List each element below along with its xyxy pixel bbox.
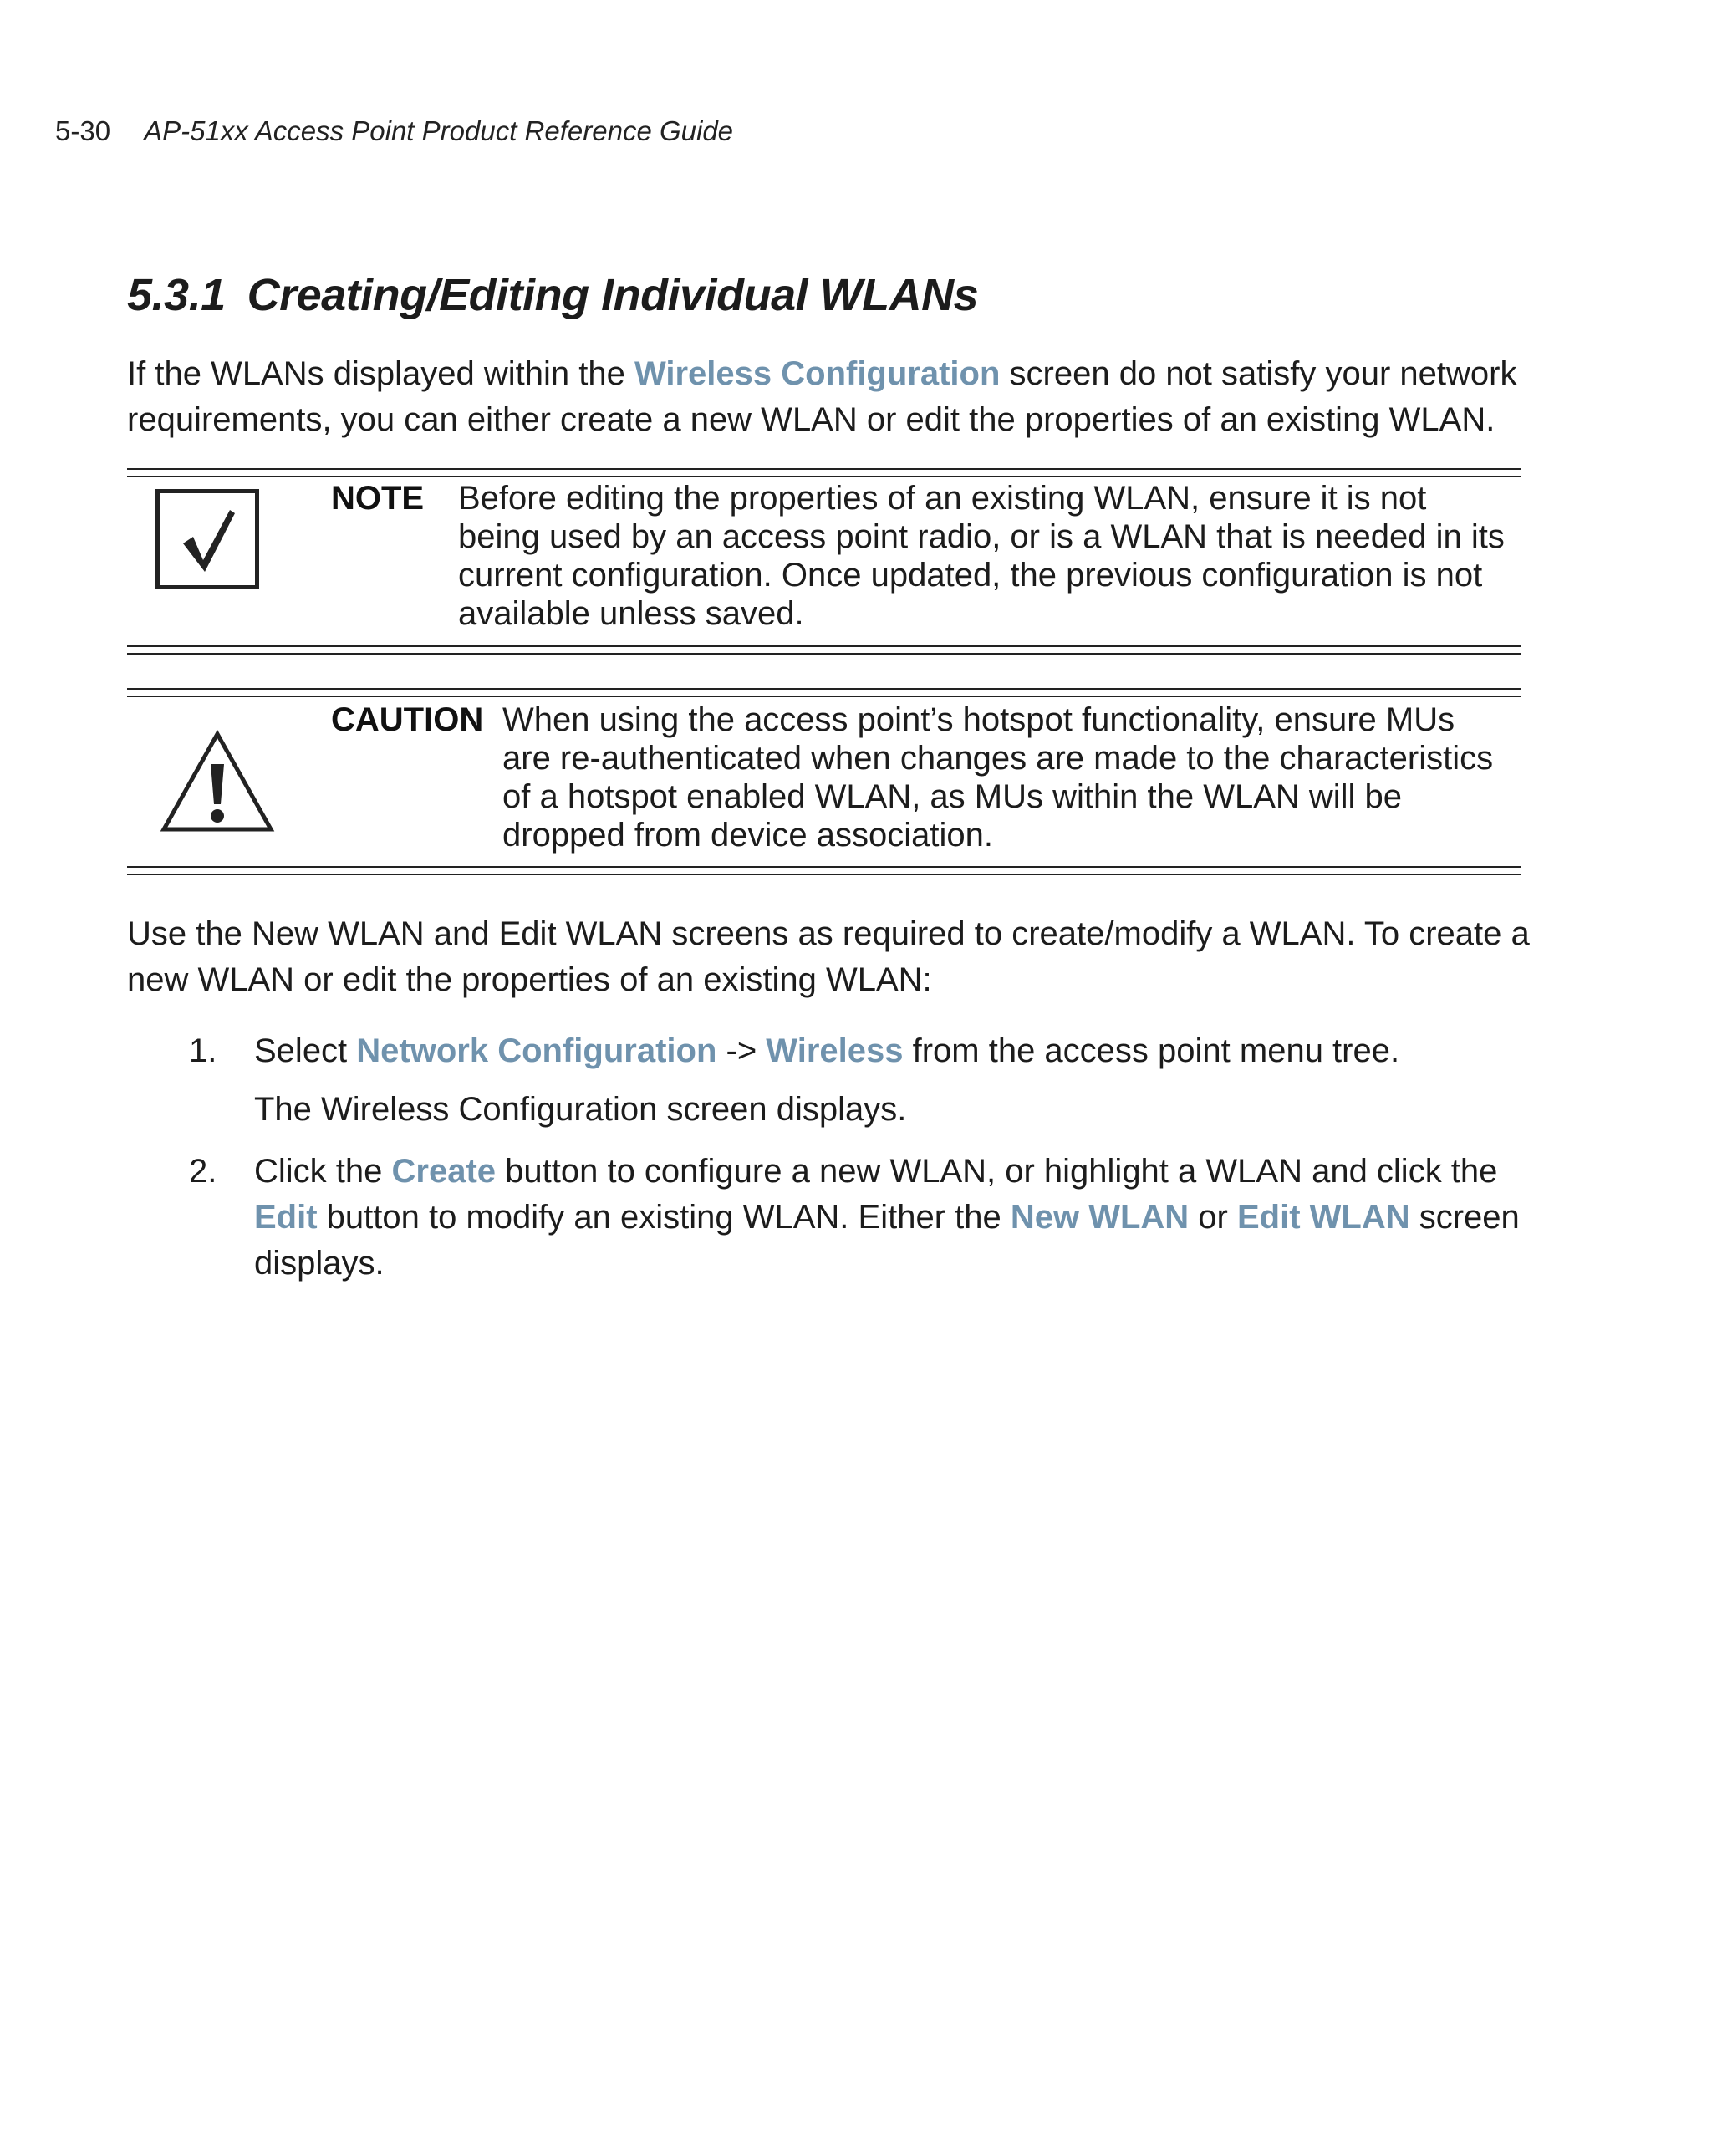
step-1-result: The Wireless Configuration screen displays.: [254, 1091, 907, 1128]
check-mark-glyph: [160, 493, 255, 585]
guide-title: AP-51xx Access Point Product Reference Guide: [144, 115, 734, 146]
network-configuration-link[interactable]: Network Configuration: [356, 1032, 717, 1069]
caution-bottom-rule-2: [127, 874, 1521, 875]
caution-top-rule-2: [127, 696, 1521, 697]
running-header: [55, 117, 733, 145]
step-body: [254, 1028, 1533, 1074]
intro-paragraph: [127, 351, 1531, 443]
intro-text-1: If the WLANs displayed within the: [127, 355, 634, 392]
step-text: screen displays.: [254, 1199, 1520, 1282]
note-text: Before editing the properties of an existing WLAN, ensure it is not being used by an access point radio, or is a WLAN that is needed in its current configuration. Once updated, the previous configuration is not available unless saved.: [458, 480, 1505, 632]
page-number: 5-30: [55, 115, 111, 146]
caution-bottom-rule-1: [127, 866, 1521, 868]
new-wlan-link[interactable]: New WLAN: [1010, 1199, 1190, 1236]
warning-icon: [159, 727, 276, 834]
step-text: Select: [254, 1032, 357, 1069]
wireless-configuration-link[interactable]: Wireless Configuration: [634, 355, 1001, 392]
step-text: button to modify an existing WLAN. Either the: [317, 1199, 1011, 1236]
note-bottom-rule-2: [127, 653, 1521, 655]
wireless-link[interactable]: Wireless: [766, 1032, 904, 1069]
section-title: Creating/Editing Individual WLANs: [247, 270, 979, 320]
step-number: 2.: [189, 1153, 217, 1190]
step-text: ->: [716, 1032, 767, 1069]
edit-link[interactable]: Edit: [254, 1199, 318, 1236]
note-top-rule-1: [127, 468, 1521, 470]
step-text: from the access point menu tree.: [903, 1032, 1400, 1069]
note-top-rule-2: [127, 476, 1521, 477]
step-body: [254, 1149, 1533, 1287]
step-text: button to configure a new WLAN, or highlight a WLAN and click the: [496, 1153, 1498, 1190]
step-number: 1.: [189, 1032, 217, 1069]
section-heading: [127, 270, 979, 320]
step-text: Click the: [254, 1153, 392, 1190]
caution-label: CAUTION: [331, 701, 484, 738]
use-paragraph: Use the New WLAN and Edit WLAN screens as required to create/modify a WLAN. To create a new WLAN or edit the properties of an existing WLAN:: [127, 915, 1530, 998]
step-text: or: [1189, 1199, 1237, 1236]
note-bottom-rule-1: [127, 645, 1521, 647]
section-number: 5.3.1: [127, 270, 226, 320]
warning-triangle-glyph: [159, 727, 276, 834]
caution-top-rule-1: [127, 688, 1521, 690]
caution-text: When using the access point’s hotspot functionality, ensure MUs are re-authenticated when changes are made to the characteristics of a hotspot enabled WLAN, as MUs within the WLAN will be dropped from device association.: [502, 701, 1494, 854]
note-label: NOTE: [331, 480, 425, 517]
create-link[interactable]: Create: [391, 1153, 497, 1190]
check-icon: [155, 489, 259, 589]
edit-wlan-link[interactable]: Edit WLAN: [1236, 1199, 1410, 1236]
intro-text-2: screen do not satisfy your network requirements, you can either create a new WLAN or edit the properties of an existing WLAN.: [127, 355, 1517, 438]
